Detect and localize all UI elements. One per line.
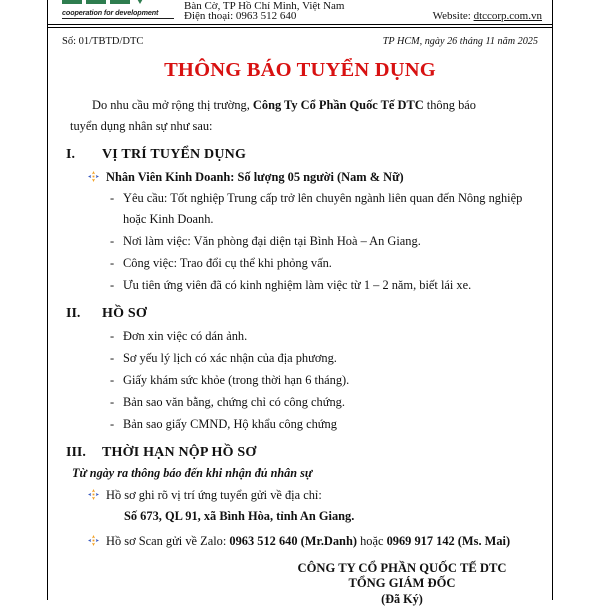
letterhead-website [433, 11, 542, 23]
section-3-number: III. [66, 444, 86, 460]
office-address: Số 673, QL 91, xã Bình Hòa, tỉnh An Giang. [124, 508, 355, 523]
list-item-text: Sơ yếu lý lịch có xác nhận của địa phương. [123, 350, 337, 365]
list-item [48, 348, 552, 369]
zalo-phone-2: 0969 917 142 (Ms. Mai) [386, 533, 511, 548]
dash-bullet-icon: - [110, 328, 115, 343]
company-phone: Điện thoại: 0963 512 640 [184, 9, 297, 22]
zalo-phone-1: 0963 512 640 (Mr.Danh) [229, 533, 357, 548]
dash-bullet-icon: - [110, 372, 115, 387]
list-item [48, 370, 552, 391]
submission-address-text: Hồ sơ ghi rõ vị trí ứng tuyển gửi về địa chỉ: [106, 487, 322, 502]
section-2-title: HỒ SƠ [102, 305, 147, 321]
section-3-body [48, 466, 552, 551]
job-position-text: Nhân Viên Kinh Doanh: Số lượng 05 người (Nam & Nữ) [106, 169, 404, 184]
list-item-text: Đơn xin việc có dán ảnh. [123, 328, 248, 343]
dash-bullet-icon: - [110, 416, 115, 431]
list-item [48, 414, 552, 435]
company-address: Bàn Cờ, TP Hồ Chí Minh, Việt Nam [184, 0, 345, 11]
intro-line-1 [70, 95, 536, 116]
list-item [48, 326, 552, 347]
list-item [48, 231, 552, 252]
intro-post: thông báo [423, 97, 476, 112]
arrow-bullet-icon [88, 489, 102, 499]
list-item-text: Bản sao giấy CMND, Hộ khẩu công chứng [123, 416, 337, 431]
website-url[interactable]: dtccorp.com.vn [473, 9, 542, 22]
section-1-body [48, 167, 552, 296]
list-item-text: Giấy khám sức khỏe (trong thời hạn 6 tháng). [123, 372, 350, 387]
signature-company: CÔNG TY CỔ PHẦN QUỐC TẾ DTC [297, 560, 507, 575]
signature-block [48, 561, 552, 607]
signature-signed-note: (Đã Ký) [381, 591, 423, 606]
intro-company-name: Công Ty Cổ Phần Quốc Tế DTC [252, 97, 424, 112]
section-2-number: II. [66, 305, 81, 321]
intro-line-2: tuyển dụng nhân sự như sau: [70, 118, 213, 133]
intro-pre: Do nhu cầu mở rộng thị trường, [92, 97, 253, 112]
section-1-heading [48, 147, 552, 163]
dash-bullet-icon: - [110, 277, 115, 292]
section-1 [48, 147, 552, 296]
intro-paragraph [48, 95, 552, 137]
logo-tagline: cooperation for development [62, 8, 174, 19]
place-and-date: TP HCM, ngày 26 tháng 11 năm 2025 [382, 35, 538, 47]
list-item-text: Bản sao văn bằng, chứng chỉ có công chứng. [123, 394, 345, 409]
job-position-item [48, 167, 552, 187]
zalo-conjunction: hoặc [356, 533, 387, 548]
letterhead-divider [48, 24, 552, 28]
reference-line [48, 36, 552, 47]
submission-address-item [48, 485, 552, 505]
list-item [48, 392, 552, 413]
list-item-text: Ưu tiên ứng viên đã có kinh nghiệm làm việc từ 1 – 2 năm, biết lái xe. [123, 277, 472, 292]
logo-marks-icon [62, 0, 144, 4]
dash-bullet-icon: - [110, 394, 115, 409]
zalo-contact-text [106, 531, 510, 551]
letterhead [48, 0, 552, 22]
list-item-text: Nơi làm việc: Văn phòng đại diện tại Bình Hoà – An Giang. [123, 233, 421, 248]
section-2-body [48, 326, 552, 435]
document-content [48, 0, 552, 606]
section-1-number: I. [66, 146, 75, 162]
page-title: THÔNG BÁO TUYỂN DỤNG [164, 58, 436, 81]
zalo-contact-item [48, 531, 552, 551]
dash-bullet-icon: - [110, 255, 115, 270]
list-item-text: Công việc: Trao đổi cụ thể khi phỏng vấn. [123, 255, 332, 270]
signature-title: TỔNG GIÁM ĐỐC [348, 576, 456, 591]
dash-bullet-icon: - [110, 233, 115, 248]
section-2-heading [48, 306, 552, 322]
arrow-bullet-icon [88, 171, 102, 181]
section-1-title: VỊ TRÍ TUYỂN DỤNG [102, 146, 247, 162]
arrow-bullet-icon [88, 535, 102, 545]
section-3-title: THỜI HẠN NỘP HỒ SƠ [102, 444, 257, 460]
dash-bullet-icon: - [110, 350, 115, 365]
section-3 [48, 445, 552, 551]
zalo-label: Hồ sơ Scan gửi về Zalo: [106, 533, 230, 548]
section-3-heading [48, 445, 552, 461]
document-number: Số: 01/TBTD/DTC [62, 35, 144, 47]
letterhead-contact [176, 1, 433, 23]
deadline-note: Từ ngày ra thông báo đến khi nhận đủ nhân sự [72, 465, 313, 480]
section-2 [48, 306, 552, 435]
list-item-text: Yêu cầu: Tốt nghiệp Trung cấp trở lên chuyên ngành liên quan đến Nông nghiệp hoặc Kinh Doanh. [123, 190, 523, 226]
website-label: Website: [432, 9, 474, 22]
list-item [48, 188, 552, 230]
list-item [48, 253, 552, 274]
page-border-right [552, 0, 553, 600]
list-item [48, 275, 552, 296]
dash-bullet-icon: - [110, 190, 115, 205]
company-logo [58, 0, 176, 22]
